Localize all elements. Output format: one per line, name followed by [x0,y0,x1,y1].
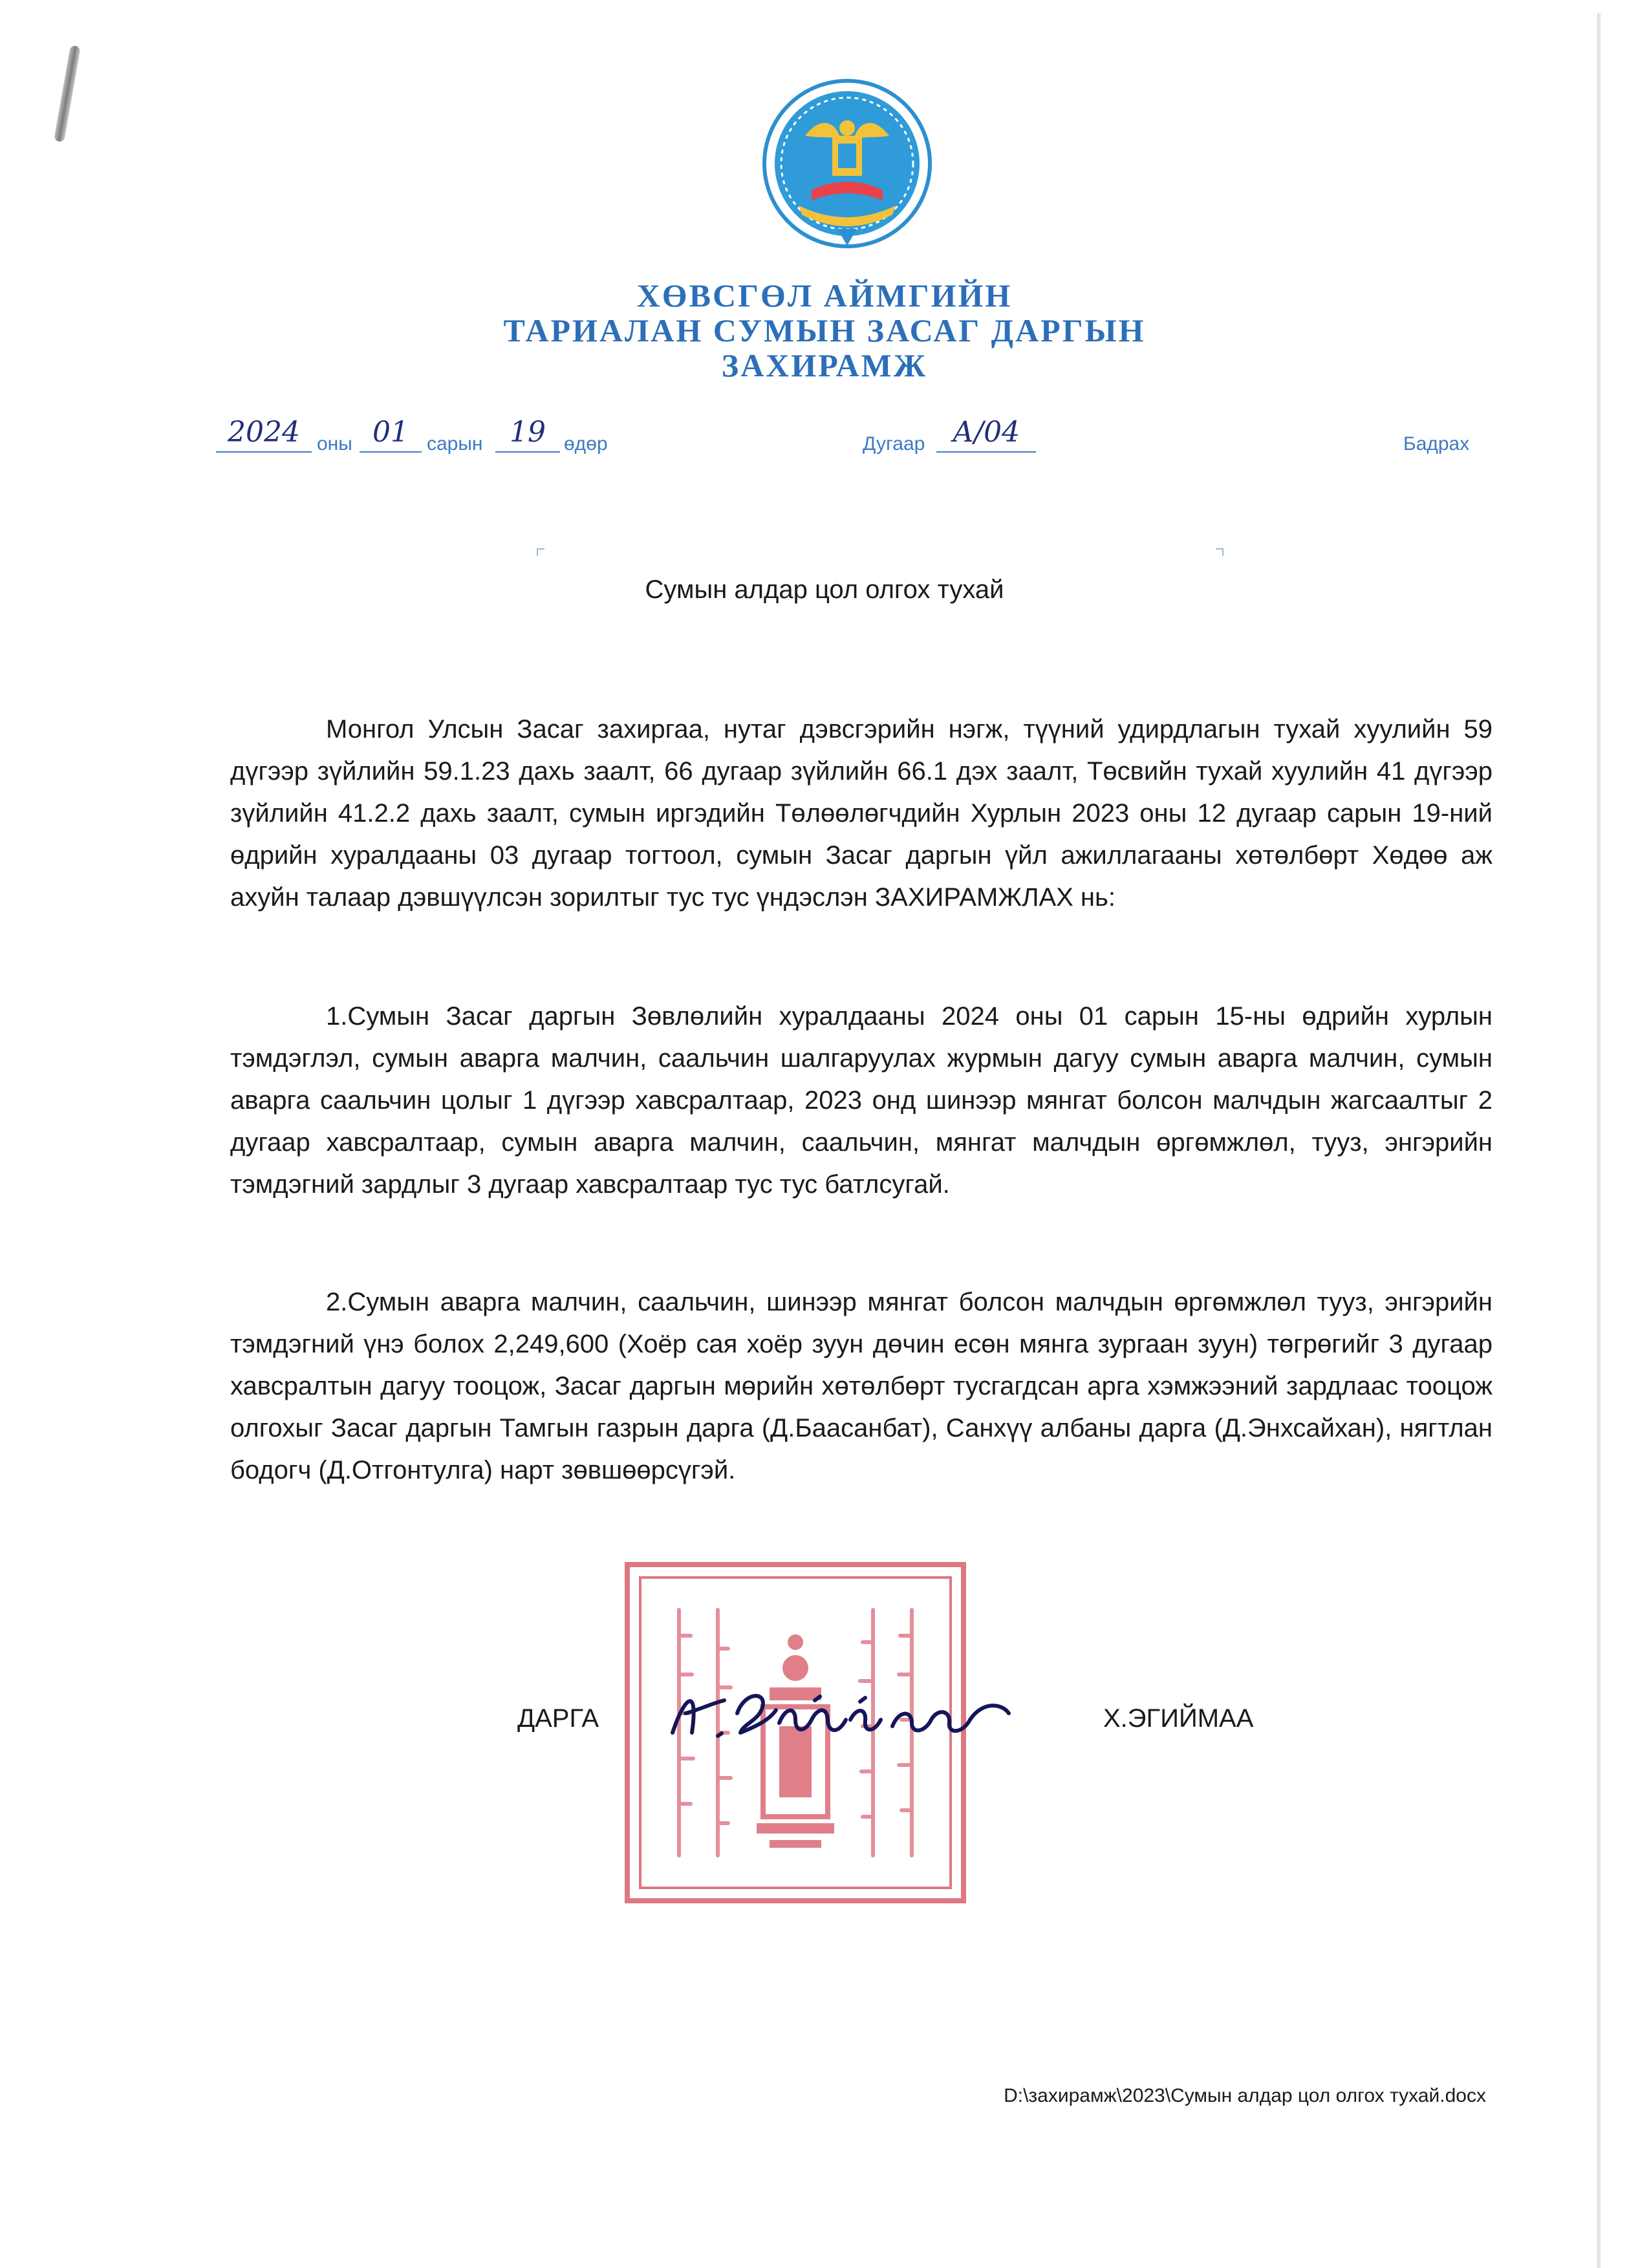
month-label: сарын [427,433,483,455]
paragraph-item-2: 2.Сумын аварга малчин, саальчин, шинээр мянгат болсон малчдын өргөмжлөл тууз, энгэрийн тэмдэгний үнэ болох 2,249,600 (Хоёр сая хоёр зуун дөчин есөн мянга зургаан зуун) төгрөгийг 3 дугаар хавсралтын дагуу тооцож, Засаг даргын мөрийн хөтөлбөрт тусгагдсан арга хэмжээний зардлаас тооцож олгохыг Засаг даргын Тамгын газрын дарга (Д.Баасанбат), Санхүү албаны дарга (Д.Энхсайхан), нягтлан бодогч (Д.Отгонтулга) нарт зөвшөөрсүгэй. [230,1288,1493,1484]
year-field: 2024 [216,414,312,453]
header-doc-type: ЗАХИРАМЖ [721,347,928,383]
number-label: Дугаар [863,433,925,455]
state-emblem-icon [760,76,934,256]
signatory-name: Х.ЭГИЙМАА [1103,1704,1254,1733]
file-path-footer: D:\захирамж\2023\Сумын алдар цол олгох тухай.docx [1004,2085,1486,2106]
number-field: А/04 [936,414,1036,453]
address-corner-left [537,548,544,556]
day-field: 19 [495,414,560,453]
month-field: 01 [360,414,422,453]
header-office: ТАРИАЛАН СУМЫН ЗАСАГ ДАРГЫН [503,312,1146,348]
meta-row [0,414,1649,465]
handwritten-signature [666,1674,1015,1759]
place-label: Бадрах [1403,433,1470,455]
year-label: оны [317,433,352,455]
scan-scratch-mark [54,45,81,142]
paragraph-preamble: Монгол Улсын Засаг захиргаа, нутаг дэвсгэрийн нэгж, түүний удирдлагын тухай хуулийн 59 дүгээр зүйлийн 59.1.23 дахь заалт, 66 дугаар зүйлийн 66.1 дэх заалт, Төсвийн тухай хуулийн 41 дүгээр зүйлийн 41.2.2 дахь заалт, сумын иргэдийн Төлөөлөгчдийн Хурлын 2023 оны 12 дугаар сарын 19-ний өдрийн хуралдааны 03 дугаар тогтоол, сумын Засаг даргын үйл ажиллагааны хөтөлбөрт Хөдөө аж ахуйн талаар дэвшүүлсэн зорилтыг тус тус үндэслэн ЗАХИРАМЖЛАХ нь: [230,715,1493,912]
address-corner-right [1216,548,1223,556]
document-subject: Сумын алдар цол олгох тухай [645,575,1004,604]
paragraph-item-1: 1.Сумын Засаг даргын Зөвлөлийн хуралдааны 2024 оны 01 сарын 15-ны өдрийн хурлын тэмдэглэл, сумын аварга малчин, саальчин шалгаруулах журмын дагуу сумын аварга малчин, сумын аварга саальчин цолыг 1 дүгээр хавсралтаар, 2023 онд шинээр мянгат болсон малчдын жагсаалтыг 2 дугаар хавсралтаар, сумын аварга малчин, саальчин, мянгат малчдын өргөмжлөл, тууз, энгэрийн тэмдэгний зардлыг 3 дугаар хавсралтаар тус тус батлсугай. [230,1002,1493,1199]
header-aimag: ХӨВСГӨЛ АЙМГИЙН [636,277,1013,314]
day-label: өдөр [564,433,608,455]
signatory-position: ДАРГА [517,1704,599,1733]
